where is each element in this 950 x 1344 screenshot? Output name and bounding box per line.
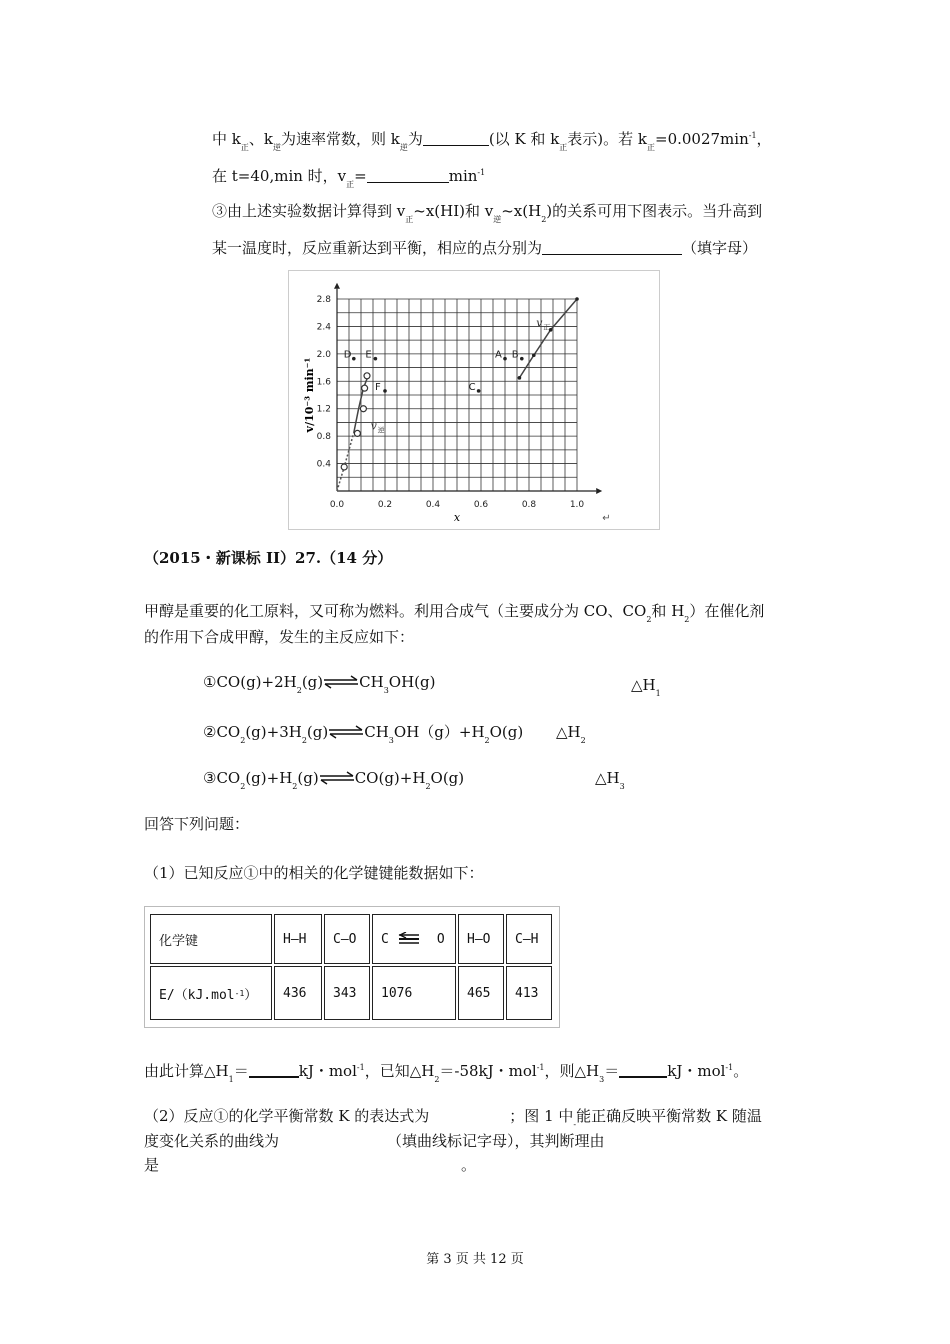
x-tick-label: 0.6 (473, 500, 489, 510)
sub: 2 (434, 1075, 440, 1084)
rate-chart-frame (288, 270, 660, 530)
answer-blank[interactable] (542, 240, 682, 255)
x-tick-label: 1.0 (569, 500, 585, 510)
sub: 逆 (272, 143, 281, 152)
table-cell-bond-ho (458, 914, 504, 964)
t: 表示)。若 k (567, 130, 647, 148)
y-tick-label: 1.2 (316, 404, 331, 415)
t: 343 (333, 985, 357, 1001)
t: ） (244, 987, 258, 1003)
t: （2015・新课标 II）27.（14 分） (144, 549, 393, 567)
x-axis-label: x (453, 511, 461, 524)
t: 化学键 (159, 933, 199, 949)
sub: 正 (346, 180, 355, 189)
answer-blank[interactable] (367, 168, 449, 183)
t: （2）反应①的化学平衡常数 K 的表达式为 (144, 1107, 430, 1125)
table-cell-energy-ho (458, 966, 504, 1020)
t: 1076 (381, 985, 413, 1001)
point-f (383, 389, 387, 393)
sup: -1 (748, 131, 757, 140)
sub: 正 (240, 143, 249, 152)
t: 甲醇是重要的化工原料，又可称为燃料。利用合成气（主要成分为 CO、CO (144, 602, 647, 620)
point-a (503, 357, 507, 361)
reaction-3 (203, 768, 464, 797)
t: H—O (467, 931, 491, 947)
sub: 2 (292, 782, 298, 791)
t: C—O (333, 931, 357, 947)
t: O(g) (489, 723, 524, 741)
series-v-zheng-label-sub: 正 (543, 323, 551, 332)
y-tick-label: 1.6 (316, 377, 331, 388)
t: ①CO(g)+2H (203, 673, 297, 691)
t: 和 H (651, 602, 685, 620)
sub: 1 (228, 1075, 234, 1084)
t: (g) (301, 673, 324, 691)
t: 、k (248, 130, 273, 148)
reaction-2-dh (556, 722, 586, 751)
sub: 2 (580, 736, 586, 745)
return-mark: ↵ (602, 513, 611, 524)
sub: 1 (655, 689, 661, 698)
table-cell-bond-ch (506, 914, 552, 964)
series-v-ni-dotted-line (337, 433, 354, 491)
t: ＝ (233, 1062, 249, 1080)
t: 。 (461, 1156, 477, 1174)
y-tick-label: 2.0 (316, 349, 331, 360)
sub: 正 (559, 143, 568, 152)
sub: 2 (541, 215, 547, 224)
series-v-zheng-line (519, 299, 577, 378)
table-cell-energy-co (324, 966, 370, 1020)
t: △H (595, 769, 620, 787)
series-v-zheng-point (575, 297, 579, 301)
t: ）在催化剂 (689, 602, 765, 620)
answer-blank[interactable] (423, 131, 489, 146)
reaction-1-dh (631, 675, 661, 704)
t: 。 (733, 1062, 749, 1080)
t: O (436, 931, 445, 947)
t: 436 (283, 985, 307, 1001)
point-label-c: C (468, 381, 476, 393)
sub: 逆 (493, 215, 502, 224)
t: min (448, 167, 478, 185)
t: 由此计算△H (144, 1062, 229, 1080)
t: 为速率常数，则 k (280, 130, 400, 148)
sup: -1 (725, 1063, 734, 1072)
t: ~x(HI)和 v (413, 202, 494, 220)
t: （1）已知反应①中的相关的化学键键能数据如下： (144, 864, 484, 882)
t: 中 k (212, 130, 241, 148)
sub: 2 (684, 615, 690, 624)
t: OH(g) (388, 673, 436, 691)
triple-bond-icon (397, 932, 421, 946)
t: 在 t=40,min 时，v (212, 167, 347, 185)
t: △H (556, 723, 581, 741)
page-number: 第 3 页 共 12 页 (426, 1252, 524, 1267)
y-tick-label: 2.8 (316, 295, 331, 305)
t: ；图 1 中 (509, 1107, 574, 1125)
series-v-ni-label: v (370, 419, 377, 433)
y-tick-label: 0.8 (316, 432, 331, 443)
t: 是 (144, 1156, 160, 1174)
x-tick-label: 0.0 (329, 500, 345, 510)
sub: 逆 (399, 143, 408, 152)
t: △H (631, 676, 656, 694)
answer-blank[interactable] (249, 1062, 299, 1078)
open-circle-marker (360, 406, 366, 412)
t: (g) (306, 723, 329, 741)
intro-line-1 (144, 601, 764, 630)
point-c (477, 389, 481, 393)
table-header-energy (150, 966, 272, 1020)
question-1-intro (144, 863, 484, 883)
open-circle-marker (341, 464, 347, 470)
series-v-zheng-label: v (536, 316, 543, 330)
point-b (520, 357, 524, 361)
reaction-2 (203, 722, 523, 751)
t: = (354, 167, 367, 185)
t: )的关系可用下图表示。当升高到 (546, 202, 763, 220)
t: (g) (297, 769, 319, 787)
text-line-rate-constants (212, 126, 772, 158)
sub: 正 (647, 143, 655, 152)
open-circle-marker (354, 430, 360, 436)
sub: 3 (619, 782, 625, 791)
t: 回答下列问题： (144, 815, 250, 833)
t: (以 K 和 k (488, 130, 560, 148)
t: ~x(H (501, 202, 542, 220)
t: （填字母） (682, 239, 758, 257)
point-label-f: F (375, 381, 381, 393)
equilibrium-arrow-icon (323, 675, 359, 689)
sub: 2 (484, 736, 490, 745)
t: ②CO (203, 723, 241, 741)
table-header-bond (150, 914, 272, 964)
t: ， (756, 130, 772, 148)
sub: 3 (388, 736, 394, 745)
y-axis-arrow-icon (334, 283, 340, 289)
sub: 3 (599, 1075, 605, 1084)
point-label-d: D (343, 349, 352, 361)
rate-chart (289, 271, 659, 529)
sub-mark: - (573, 1120, 577, 1129)
y-tick-label: 0.4 (316, 459, 331, 470)
t: ，则△H (544, 1062, 600, 1080)
chart-points (344, 350, 524, 393)
answer-prompt (144, 814, 249, 834)
t: （填曲线标记字母），其判断理由 (387, 1132, 605, 1150)
reaction-1 (203, 672, 435, 701)
point-label-a: A (495, 349, 502, 361)
t: E/（kJ.mol (159, 987, 235, 1003)
sub: 2 (240, 736, 246, 745)
t: OH（g）+H (393, 723, 485, 741)
series-v-zheng-point (532, 353, 536, 357)
t: CH (364, 723, 389, 741)
problem-source (144, 548, 392, 568)
series-v-ni-label-sub: 逆 (377, 426, 385, 435)
t: 的作用下合成甲醇，发生的主反应如下： (144, 628, 415, 646)
t: C—H (515, 931, 539, 947)
t: ③由上述实验数据计算得到 v (212, 202, 406, 220)
text-line-graph-intro (212, 201, 762, 230)
equilibrium-arrow-icon (328, 725, 364, 739)
point-e (374, 357, 378, 361)
series-v-zheng-point (518, 376, 522, 380)
t: kJ・mol (667, 1062, 726, 1080)
t: O(g) (430, 769, 465, 787)
x-tick-label: 0.2 (377, 500, 393, 510)
sub: 2 (296, 686, 302, 695)
t: 465 (467, 985, 491, 1001)
table-cell-energy-hh (274, 966, 322, 1020)
t: (g)+H (245, 769, 293, 787)
t: ＝-58kJ・mol (439, 1062, 537, 1080)
t: H—H (283, 931, 307, 947)
point-label-e: E (365, 349, 372, 361)
t: ，已知△H (364, 1062, 435, 1080)
y-tick-label: 2.4 (316, 322, 331, 333)
answer-blank[interactable] (619, 1062, 667, 1078)
text-line-points-question (212, 238, 757, 258)
t: 413 (515, 985, 539, 1001)
sub: 3 (383, 686, 389, 695)
question-1-calc (144, 1058, 748, 1090)
sup: -1 (477, 168, 486, 177)
open-circle-marker (364, 373, 370, 379)
text-line-t40 (212, 163, 485, 195)
t: CH (359, 673, 384, 691)
sub: 正 (405, 215, 414, 224)
t: C (381, 931, 389, 947)
sup: -1 (536, 1063, 545, 1072)
table-cell-bond-hh (274, 914, 322, 964)
question-2-line-2 (144, 1131, 605, 1151)
t: kJ・mol (298, 1062, 357, 1080)
table-cell-bond-co (324, 914, 370, 964)
table-cell-energy-ch (506, 966, 552, 1020)
table-cell-bond-c-triple-o (372, 914, 456, 964)
sub: 2 (240, 782, 246, 791)
point-d (352, 357, 356, 361)
sub: 2 (301, 736, 307, 745)
equilibrium-arrow-icon (319, 771, 355, 785)
page-footer (0, 1250, 950, 1270)
intro-line-2 (144, 627, 414, 647)
reaction-3-dh (595, 768, 625, 797)
t: CO(g)+H (354, 769, 426, 787)
y-axis-label: v/10⁻³ min⁻¹ (303, 357, 316, 433)
question-2-line-3 (144, 1155, 476, 1175)
t: 某一温度时，反应重新达到平衡，相应的点分别为 (212, 239, 543, 257)
bond-energy-table (144, 906, 560, 1028)
t: (g)+3H (245, 723, 302, 741)
open-circle-marker (362, 385, 368, 391)
t: =0.0027min (655, 130, 749, 148)
sub: 2 (425, 782, 431, 791)
x-tick-label: 0.4 (425, 500, 441, 510)
sup: -1 (234, 988, 245, 998)
t: 能正确反映平衡常数 K 随温 (576, 1107, 762, 1125)
t: ＝ (604, 1062, 620, 1080)
table-cell-energy-c-triple-o (372, 966, 456, 1020)
sup: -1 (356, 1063, 365, 1072)
t: ③CO (203, 769, 241, 787)
x-tick-label: 0.8 (521, 500, 537, 510)
t: 为 (407, 130, 423, 148)
t: 度变化关系的曲线为 (144, 1132, 280, 1150)
x-axis-arrow-icon (596, 488, 602, 494)
sub: 2 (646, 615, 652, 624)
point-label-b: B (511, 349, 519, 361)
